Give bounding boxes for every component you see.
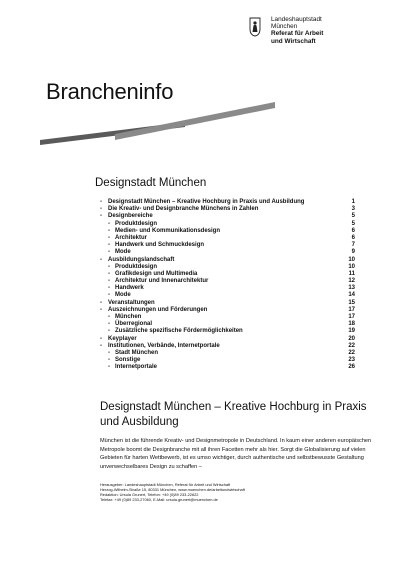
toc-bullet: - (108, 328, 110, 335)
toc-entry (100, 199, 355, 206)
footer-line: Herausgeber: Landeshauptstadt München, Referat für Arbeit und Wirtschaft (100, 482, 231, 487)
department-line2: und Wirtschaft (271, 37, 316, 45)
toc-bullet: - (108, 234, 110, 241)
toc-page-number: 15 (348, 299, 355, 306)
toc-bullet: - (100, 342, 102, 349)
document-title: Brancheninfo (46, 79, 174, 104)
toc-label: Keyplayer (108, 335, 137, 342)
toc-bullet: - (108, 263, 110, 270)
footer-line: Telefax: +49 (0)89 233-27060, E-Mail: ursula.grunert@muenchen.de (100, 497, 218, 502)
toc-label: Produktdesign (115, 263, 158, 270)
toc-entry (100, 300, 355, 307)
footer-line: Redaktion: Ursula Grunert, Telefon: +49 (0)89 233-22622 (100, 492, 199, 497)
toc-entry (100, 292, 355, 299)
section-heading: Designstadt München (95, 177, 207, 189)
toc-page-number: 17 (348, 306, 355, 313)
toc-page-number: 1 (351, 199, 355, 205)
toc-page-number: 22 (348, 342, 355, 349)
toc-bullet: - (108, 227, 110, 234)
toc-label: Ausbildungslandschaft (108, 256, 175, 263)
toc-bullet: - (108, 349, 110, 356)
toc-page-number: 9 (351, 249, 355, 256)
toc-label: Auszeichnungen und Förderungen (108, 306, 208, 313)
toc-page-number: 11 (348, 270, 355, 277)
article-body: München ist die führende Kreativ- und Designmetropole in Deutschland. In kaum einer anderen europäischen Metropole boomt die Designbranche mit all ihren Facetten mehr als hier. Sorgt die Globalisierung auf vielen Gebieten für harten Wettbewerb, ist es umso wichtiger, durch authentische und selbstbewusste Gestaltung unverwechselbares Design zu schaffen – (100, 438, 372, 470)
imprint-footer (100, 482, 380, 502)
munich-monk-crest-icon (249, 17, 261, 37)
toc-entry (100, 228, 355, 235)
toc-page-number: 22 (348, 349, 355, 356)
decorative-stripes (0, 96, 400, 156)
toc-entry (100, 364, 355, 371)
toc-bullet: - (108, 314, 110, 320)
article-title: Designstadt München – Kreative Hochburg in Praxis und Ausbildung (100, 401, 367, 428)
toc-entry (100, 213, 355, 220)
toc-entry (100, 336, 355, 343)
toc-bullet: - (108, 242, 110, 249)
toc-bullet: - (100, 306, 102, 313)
toc-entry (100, 278, 355, 285)
toc-bullet: - (100, 206, 102, 213)
toc-label: Mode (115, 249, 131, 256)
toc-label: Mode (115, 292, 131, 299)
toc-bullet: - (108, 292, 110, 299)
toc-label: Zusätzliche spezifische Fördermöglichkeiten (115, 328, 243, 335)
toc-entry (100, 249, 355, 256)
toc-page-number: 12 (348, 278, 355, 285)
toc-label: Die Kreativ- und Designbranche Münchens in Zahlen (108, 206, 259, 213)
toc-entry (100, 285, 355, 292)
toc-page-number: 6 (351, 234, 355, 241)
logo-text (271, 16, 323, 45)
toc-label: Produktdesign (115, 220, 158, 227)
toc-label: Architektur und Innenarchitektur (115, 278, 209, 285)
toc-label: Stadt München (115, 349, 158, 356)
toc-page-number: 23 (348, 357, 355, 364)
toc-entry (100, 257, 355, 264)
department-line1: Referat für Arbeit (271, 30, 324, 38)
toc-bullet: - (100, 335, 102, 342)
toc-bullet: - (108, 364, 110, 371)
toc-bullet: - (100, 199, 102, 205)
toc-entry (100, 271, 355, 278)
toc-bullet: - (108, 285, 110, 292)
toc-page-number: 6 (351, 227, 355, 234)
toc-page-number: 20 (348, 335, 355, 342)
footer-line: Herzog-Wilhelm-Straße 15, 80331 München, www.muenchen.de/arbeitundwirtschaft (100, 487, 245, 492)
toc-label: Institutionen, Verbände, Internetportale (108, 342, 220, 349)
toc-entry (100, 307, 355, 314)
toc-label: Medien- und Kommunikationsdesign (115, 227, 221, 234)
org-name-line2: München (271, 23, 298, 31)
toc-bullet: - (108, 357, 110, 364)
toc-bullet: - (108, 249, 110, 256)
toc-page-number: 10 (348, 256, 355, 263)
toc-page-number: 14 (348, 292, 355, 299)
city-logo (249, 16, 389, 56)
toc-label: Veranstaltungen (108, 299, 155, 306)
toc-label: Designstadt München – Kreative Hochburg in Praxis und Ausbildung (108, 199, 305, 205)
toc-page-number: 3 (351, 206, 355, 213)
toc-bullet: - (100, 213, 102, 220)
toc-label: Internetportale (115, 364, 158, 371)
toc-entry (100, 343, 355, 350)
org-name-line1: Landeshauptstadt (271, 16, 322, 23)
toc-page-number: 26 (348, 364, 355, 371)
toc-page-number: 17 (348, 314, 355, 320)
toc-label: Überregional (115, 321, 153, 328)
toc-label: Designbereiche (108, 213, 153, 220)
toc-entry (100, 221, 355, 228)
toc-entry (100, 328, 355, 335)
toc-entry (100, 242, 355, 249)
toc-bullet: - (108, 270, 110, 277)
toc-label: Architektur (115, 234, 148, 241)
toc-entry (100, 264, 355, 271)
toc-label: Sonstige (115, 357, 141, 364)
toc-label: Handwerk (115, 285, 144, 292)
toc-bullet: - (100, 256, 102, 263)
toc-page-number: 13 (348, 285, 355, 292)
toc-page-number: 5 (351, 220, 355, 227)
toc-label: München (115, 314, 142, 320)
toc-entry (100, 206, 355, 213)
toc-bullet: - (100, 299, 102, 306)
toc-label: Handwerk und Schmuckdesign (115, 242, 205, 249)
table-of-contents (100, 199, 355, 372)
toc-entry (100, 357, 355, 364)
toc-page-number: 10 (348, 263, 355, 270)
toc-label: Grafikdesign und Multimedia (115, 270, 198, 277)
toc-page-number: 18 (348, 321, 355, 328)
toc-bullet: - (108, 278, 110, 285)
toc-page-number: 19 (348, 328, 355, 335)
toc-entry (100, 321, 355, 328)
toc-bullet: - (108, 321, 110, 328)
toc-bullet: - (108, 220, 110, 227)
toc-entry (100, 350, 355, 357)
toc-entry (100, 235, 355, 242)
toc-page-number: 7 (351, 242, 355, 249)
toc-page-number: 5 (351, 213, 355, 220)
